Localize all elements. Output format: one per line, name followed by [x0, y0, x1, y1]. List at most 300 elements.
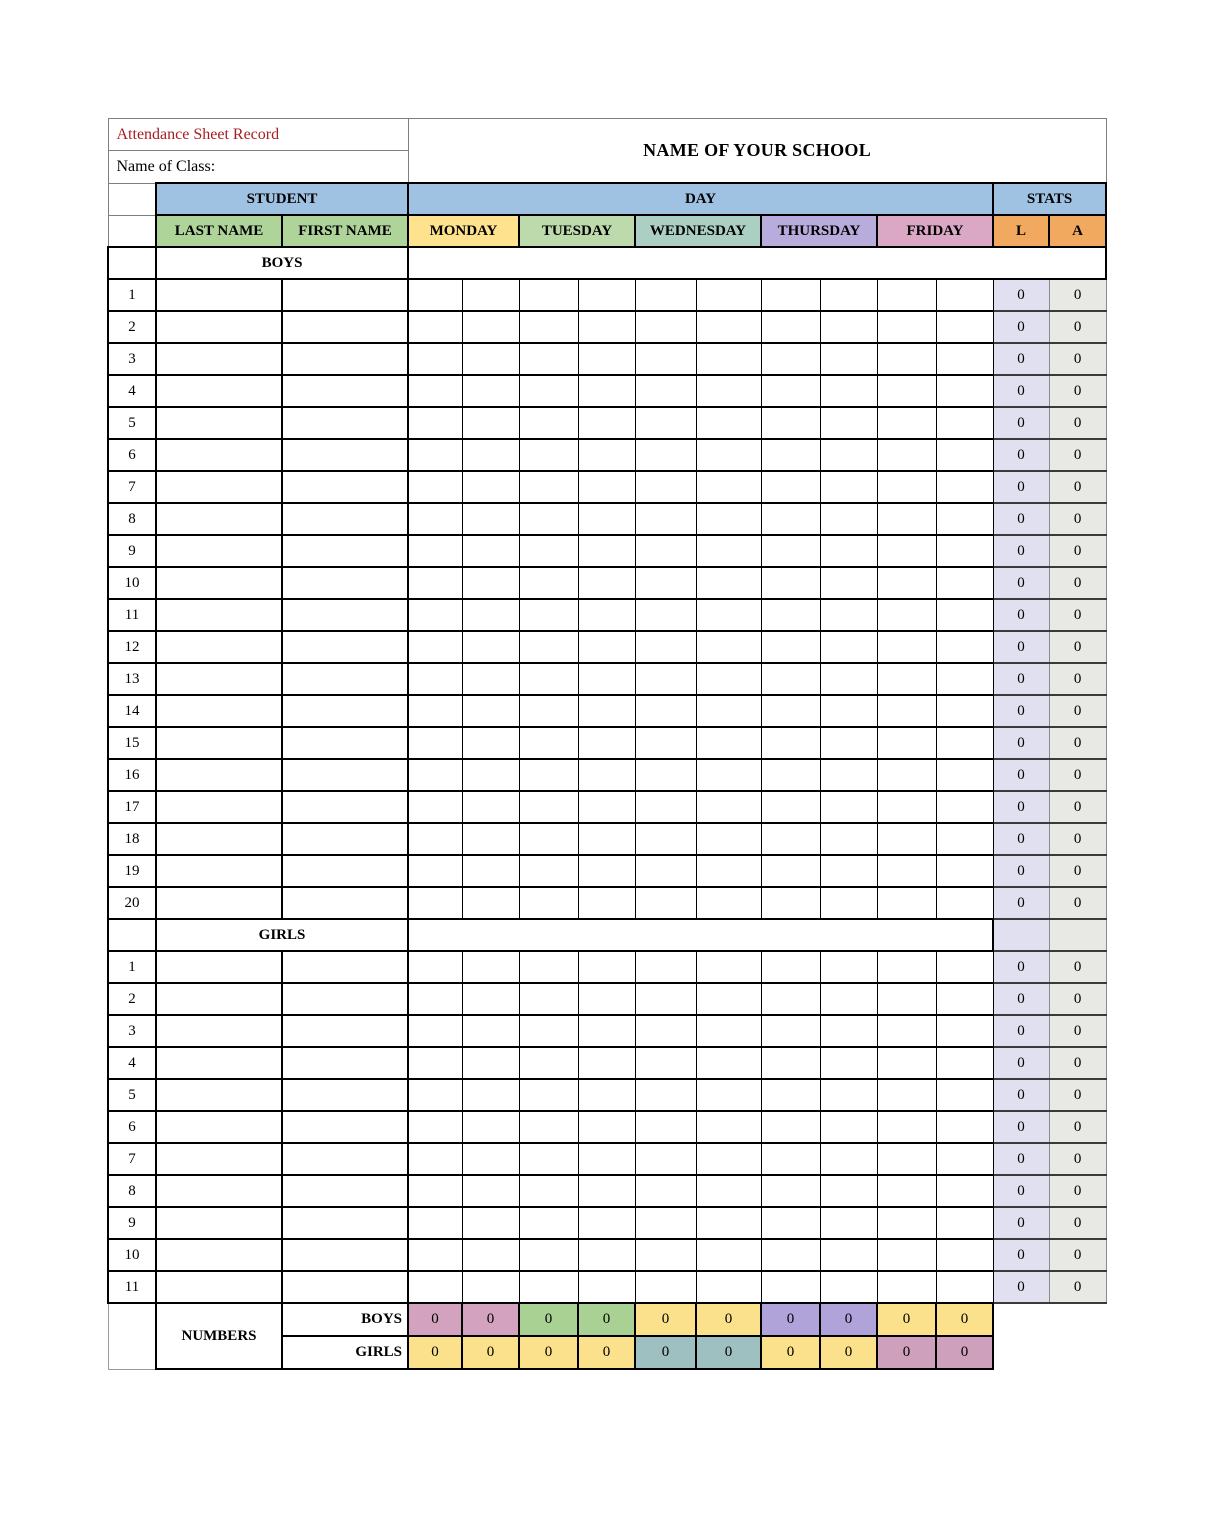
attendance-mark-cell[interactable]	[408, 311, 462, 343]
attendance-mark-cell[interactable]	[761, 631, 820, 663]
attendance-mark-cell[interactable]	[408, 1111, 462, 1143]
last-name-cell[interactable]	[156, 1143, 282, 1175]
attendance-mark-cell[interactable]	[462, 279, 519, 311]
first-name-cell[interactable]	[282, 567, 408, 599]
attendance-mark-cell[interactable]	[635, 983, 696, 1015]
first-name-cell[interactable]	[282, 855, 408, 887]
attendance-mark-cell[interactable]	[936, 887, 993, 919]
attendance-mark-cell[interactable]	[696, 1079, 761, 1111]
attendance-mark-cell[interactable]	[761, 855, 820, 887]
attendance-mark-cell[interactable]	[936, 311, 993, 343]
attendance-mark-cell[interactable]	[408, 695, 462, 727]
attendance-mark-cell[interactable]	[519, 407, 578, 439]
last-name-cell[interactable]	[156, 695, 282, 727]
attendance-mark-cell[interactable]	[877, 1271, 936, 1303]
attendance-mark-cell[interactable]	[462, 535, 519, 567]
attendance-mark-cell[interactable]	[519, 471, 578, 503]
attendance-mark-cell[interactable]	[408, 1239, 462, 1271]
attendance-mark-cell[interactable]	[820, 311, 877, 343]
attendance-mark-cell[interactable]	[936, 1111, 993, 1143]
last-name-cell[interactable]	[156, 631, 282, 663]
attendance-mark-cell[interactable]	[696, 279, 761, 311]
last-name-cell[interactable]	[156, 887, 282, 919]
last-name-cell[interactable]	[156, 439, 282, 471]
attendance-mark-cell[interactable]	[635, 1015, 696, 1047]
attendance-mark-cell[interactable]	[820, 375, 877, 407]
attendance-mark-cell[interactable]	[761, 791, 820, 823]
attendance-mark-cell[interactable]	[877, 1239, 936, 1271]
attendance-mark-cell[interactable]	[936, 983, 993, 1015]
attendance-mark-cell[interactable]	[462, 759, 519, 791]
attendance-mark-cell[interactable]	[578, 663, 635, 695]
attendance-mark-cell[interactable]	[877, 1143, 936, 1175]
attendance-mark-cell[interactable]	[408, 471, 462, 503]
attendance-mark-cell[interactable]	[408, 823, 462, 855]
attendance-mark-cell[interactable]	[877, 439, 936, 471]
attendance-mark-cell[interactable]	[408, 759, 462, 791]
attendance-mark-cell[interactable]	[408, 1079, 462, 1111]
last-name-cell[interactable]	[156, 567, 282, 599]
attendance-mark-cell[interactable]	[462, 1207, 519, 1239]
attendance-mark-cell[interactable]	[462, 631, 519, 663]
attendance-mark-cell[interactable]	[761, 1015, 820, 1047]
class-name-field[interactable]: Name of Class:	[108, 151, 408, 184]
attendance-mark-cell[interactable]	[936, 663, 993, 695]
attendance-mark-cell[interactable]	[408, 791, 462, 823]
attendance-mark-cell[interactable]	[462, 503, 519, 535]
attendance-mark-cell[interactable]	[936, 471, 993, 503]
attendance-mark-cell[interactable]	[761, 279, 820, 311]
attendance-mark-cell[interactable]	[635, 951, 696, 983]
attendance-mark-cell[interactable]	[877, 599, 936, 631]
attendance-mark-cell[interactable]	[936, 823, 993, 855]
attendance-mark-cell[interactable]	[578, 503, 635, 535]
attendance-mark-cell[interactable]	[936, 567, 993, 599]
attendance-mark-cell[interactable]	[936, 631, 993, 663]
attendance-mark-cell[interactable]	[820, 279, 877, 311]
attendance-mark-cell[interactable]	[519, 983, 578, 1015]
attendance-mark-cell[interactable]	[877, 727, 936, 759]
attendance-mark-cell[interactable]	[635, 1079, 696, 1111]
attendance-mark-cell[interactable]	[578, 887, 635, 919]
attendance-mark-cell[interactable]	[761, 1271, 820, 1303]
attendance-mark-cell[interactable]	[877, 535, 936, 567]
attendance-mark-cell[interactable]	[877, 1111, 936, 1143]
first-name-cell[interactable]	[282, 439, 408, 471]
attendance-mark-cell[interactable]	[519, 279, 578, 311]
attendance-mark-cell[interactable]	[820, 1175, 877, 1207]
attendance-mark-cell[interactable]	[462, 727, 519, 759]
attendance-mark-cell[interactable]	[462, 887, 519, 919]
attendance-mark-cell[interactable]	[519, 887, 578, 919]
attendance-mark-cell[interactable]	[696, 1143, 761, 1175]
attendance-mark-cell[interactable]	[877, 1015, 936, 1047]
attendance-mark-cell[interactable]	[820, 663, 877, 695]
attendance-mark-cell[interactable]	[408, 439, 462, 471]
attendance-mark-cell[interactable]	[408, 1175, 462, 1207]
last-name-cell[interactable]	[156, 855, 282, 887]
attendance-mark-cell[interactable]	[578, 951, 635, 983]
attendance-mark-cell[interactable]	[696, 311, 761, 343]
attendance-mark-cell[interactable]	[820, 631, 877, 663]
attendance-mark-cell[interactable]	[578, 1079, 635, 1111]
attendance-mark-cell[interactable]	[877, 631, 936, 663]
attendance-mark-cell[interactable]	[578, 439, 635, 471]
attendance-mark-cell[interactable]	[696, 375, 761, 407]
attendance-mark-cell[interactable]	[462, 983, 519, 1015]
first-name-cell[interactable]	[282, 951, 408, 983]
attendance-mark-cell[interactable]	[519, 631, 578, 663]
attendance-mark-cell[interactable]	[578, 631, 635, 663]
first-name-cell[interactable]	[282, 823, 408, 855]
attendance-mark-cell[interactable]	[820, 471, 877, 503]
last-name-cell[interactable]	[156, 1079, 282, 1111]
attendance-mark-cell[interactable]	[761, 471, 820, 503]
attendance-mark-cell[interactable]	[408, 1047, 462, 1079]
attendance-mark-cell[interactable]	[635, 855, 696, 887]
attendance-mark-cell[interactable]	[462, 1239, 519, 1271]
attendance-mark-cell[interactable]	[635, 695, 696, 727]
attendance-mark-cell[interactable]	[936, 951, 993, 983]
attendance-mark-cell[interactable]	[696, 983, 761, 1015]
attendance-mark-cell[interactable]	[519, 791, 578, 823]
attendance-mark-cell[interactable]	[820, 1239, 877, 1271]
attendance-mark-cell[interactable]	[761, 1111, 820, 1143]
attendance-mark-cell[interactable]	[635, 503, 696, 535]
attendance-mark-cell[interactable]	[635, 791, 696, 823]
first-name-cell[interactable]	[282, 599, 408, 631]
attendance-mark-cell[interactable]	[519, 1015, 578, 1047]
attendance-mark-cell[interactable]	[462, 823, 519, 855]
attendance-mark-cell[interactable]	[462, 439, 519, 471]
attendance-mark-cell[interactable]	[408, 887, 462, 919]
attendance-mark-cell[interactable]	[696, 1175, 761, 1207]
attendance-mark-cell[interactable]	[408, 343, 462, 375]
attendance-mark-cell[interactable]	[936, 1207, 993, 1239]
first-name-cell[interactable]	[282, 343, 408, 375]
attendance-mark-cell[interactable]	[578, 567, 635, 599]
last-name-cell[interactable]	[156, 1207, 282, 1239]
attendance-mark-cell[interactable]	[877, 279, 936, 311]
attendance-mark-cell[interactable]	[936, 343, 993, 375]
attendance-mark-cell[interactable]	[635, 535, 696, 567]
attendance-mark-cell[interactable]	[761, 759, 820, 791]
attendance-mark-cell[interactable]	[696, 727, 761, 759]
first-name-cell[interactable]	[282, 1207, 408, 1239]
first-name-cell[interactable]	[282, 983, 408, 1015]
attendance-mark-cell[interactable]	[578, 471, 635, 503]
first-name-cell[interactable]	[282, 375, 408, 407]
last-name-cell[interactable]	[156, 1271, 282, 1303]
attendance-mark-cell[interactable]	[696, 695, 761, 727]
attendance-mark-cell[interactable]	[820, 695, 877, 727]
attendance-mark-cell[interactable]	[462, 599, 519, 631]
attendance-mark-cell[interactable]	[519, 439, 578, 471]
attendance-mark-cell[interactable]	[820, 887, 877, 919]
first-name-cell[interactable]	[282, 311, 408, 343]
attendance-mark-cell[interactable]	[635, 1271, 696, 1303]
attendance-mark-cell[interactable]	[408, 1271, 462, 1303]
attendance-mark-cell[interactable]	[820, 503, 877, 535]
attendance-mark-cell[interactable]	[936, 279, 993, 311]
attendance-mark-cell[interactable]	[820, 983, 877, 1015]
attendance-mark-cell[interactable]	[877, 663, 936, 695]
first-name-cell[interactable]	[282, 1079, 408, 1111]
attendance-mark-cell[interactable]	[696, 1047, 761, 1079]
attendance-mark-cell[interactable]	[462, 1143, 519, 1175]
attendance-mark-cell[interactable]	[820, 823, 877, 855]
attendance-mark-cell[interactable]	[578, 311, 635, 343]
attendance-mark-cell[interactable]	[761, 823, 820, 855]
last-name-cell[interactable]	[156, 1047, 282, 1079]
attendance-mark-cell[interactable]	[761, 343, 820, 375]
attendance-mark-cell[interactable]	[761, 727, 820, 759]
attendance-mark-cell[interactable]	[578, 599, 635, 631]
attendance-mark-cell[interactable]	[696, 1207, 761, 1239]
attendance-mark-cell[interactable]	[877, 887, 936, 919]
attendance-mark-cell[interactable]	[761, 1239, 820, 1271]
attendance-mark-cell[interactable]	[936, 1175, 993, 1207]
attendance-mark-cell[interactable]	[696, 535, 761, 567]
last-name-cell[interactable]	[156, 727, 282, 759]
attendance-mark-cell[interactable]	[635, 1207, 696, 1239]
first-name-cell[interactable]	[282, 503, 408, 535]
attendance-mark-cell[interactable]	[761, 695, 820, 727]
first-name-cell[interactable]	[282, 1239, 408, 1271]
last-name-cell[interactable]	[156, 279, 282, 311]
attendance-mark-cell[interactable]	[635, 1239, 696, 1271]
attendance-mark-cell[interactable]	[820, 1271, 877, 1303]
last-name-cell[interactable]	[156, 343, 282, 375]
attendance-mark-cell[interactable]	[408, 663, 462, 695]
attendance-mark-cell[interactable]	[578, 823, 635, 855]
attendance-mark-cell[interactable]	[820, 439, 877, 471]
attendance-mark-cell[interactable]	[696, 855, 761, 887]
attendance-mark-cell[interactable]	[936, 599, 993, 631]
attendance-mark-cell[interactable]	[936, 1143, 993, 1175]
attendance-mark-cell[interactable]	[519, 503, 578, 535]
attendance-mark-cell[interactable]	[761, 311, 820, 343]
attendance-mark-cell[interactable]	[820, 1207, 877, 1239]
first-name-cell[interactable]	[282, 695, 408, 727]
last-name-cell[interactable]	[156, 983, 282, 1015]
attendance-mark-cell[interactable]	[936, 1079, 993, 1111]
attendance-mark-cell[interactable]	[696, 631, 761, 663]
attendance-mark-cell[interactable]	[877, 791, 936, 823]
attendance-mark-cell[interactable]	[519, 343, 578, 375]
first-name-cell[interactable]	[282, 407, 408, 439]
attendance-mark-cell[interactable]	[462, 567, 519, 599]
attendance-mark-cell[interactable]	[696, 951, 761, 983]
last-name-cell[interactable]	[156, 599, 282, 631]
attendance-mark-cell[interactable]	[578, 343, 635, 375]
first-name-cell[interactable]	[282, 663, 408, 695]
attendance-mark-cell[interactable]	[877, 823, 936, 855]
attendance-mark-cell[interactable]	[696, 1015, 761, 1047]
last-name-cell[interactable]	[156, 407, 282, 439]
attendance-mark-cell[interactable]	[578, 1271, 635, 1303]
attendance-mark-cell[interactable]	[519, 759, 578, 791]
attendance-mark-cell[interactable]	[696, 791, 761, 823]
attendance-mark-cell[interactable]	[578, 375, 635, 407]
attendance-mark-cell[interactable]	[820, 407, 877, 439]
first-name-cell[interactable]	[282, 471, 408, 503]
last-name-cell[interactable]	[156, 1175, 282, 1207]
attendance-mark-cell[interactable]	[761, 375, 820, 407]
attendance-mark-cell[interactable]	[936, 791, 993, 823]
attendance-mark-cell[interactable]	[519, 1079, 578, 1111]
attendance-mark-cell[interactable]	[578, 1207, 635, 1239]
first-name-cell[interactable]	[282, 727, 408, 759]
attendance-mark-cell[interactable]	[635, 375, 696, 407]
attendance-mark-cell[interactable]	[761, 983, 820, 1015]
attendance-mark-cell[interactable]	[578, 1047, 635, 1079]
attendance-mark-cell[interactable]	[519, 1111, 578, 1143]
attendance-mark-cell[interactable]	[696, 599, 761, 631]
attendance-mark-cell[interactable]	[936, 1271, 993, 1303]
attendance-mark-cell[interactable]	[462, 791, 519, 823]
first-name-cell[interactable]	[282, 759, 408, 791]
attendance-mark-cell[interactable]	[462, 343, 519, 375]
attendance-mark-cell[interactable]	[408, 1143, 462, 1175]
last-name-cell[interactable]	[156, 1111, 282, 1143]
attendance-mark-cell[interactable]	[635, 727, 696, 759]
attendance-mark-cell[interactable]	[408, 407, 462, 439]
last-name-cell[interactable]	[156, 759, 282, 791]
attendance-mark-cell[interactable]	[408, 279, 462, 311]
attendance-mark-cell[interactable]	[635, 1111, 696, 1143]
attendance-mark-cell[interactable]	[696, 471, 761, 503]
attendance-mark-cell[interactable]	[635, 887, 696, 919]
attendance-mark-cell[interactable]	[578, 1175, 635, 1207]
attendance-mark-cell[interactable]	[635, 1143, 696, 1175]
last-name-cell[interactable]	[156, 823, 282, 855]
attendance-mark-cell[interactable]	[408, 1207, 462, 1239]
attendance-mark-cell[interactable]	[635, 823, 696, 855]
attendance-mark-cell[interactable]	[462, 951, 519, 983]
last-name-cell[interactable]	[156, 1015, 282, 1047]
attendance-mark-cell[interactable]	[936, 407, 993, 439]
attendance-mark-cell[interactable]	[462, 471, 519, 503]
attendance-mark-cell[interactable]	[877, 343, 936, 375]
attendance-mark-cell[interactable]	[519, 727, 578, 759]
first-name-cell[interactable]	[282, 1015, 408, 1047]
attendance-mark-cell[interactable]	[635, 311, 696, 343]
attendance-mark-cell[interactable]	[820, 1143, 877, 1175]
attendance-mark-cell[interactable]	[408, 1015, 462, 1047]
attendance-mark-cell[interactable]	[408, 375, 462, 407]
attendance-mark-cell[interactable]	[761, 503, 820, 535]
first-name-cell[interactable]	[282, 631, 408, 663]
attendance-mark-cell[interactable]	[519, 695, 578, 727]
attendance-mark-cell[interactable]	[820, 951, 877, 983]
attendance-mark-cell[interactable]	[519, 855, 578, 887]
last-name-cell[interactable]	[156, 1239, 282, 1271]
last-name-cell[interactable]	[156, 375, 282, 407]
attendance-mark-cell[interactable]	[877, 1207, 936, 1239]
attendance-mark-cell[interactable]	[761, 535, 820, 567]
attendance-mark-cell[interactable]	[877, 407, 936, 439]
attendance-mark-cell[interactable]	[635, 279, 696, 311]
attendance-mark-cell[interactable]	[462, 1175, 519, 1207]
attendance-mark-cell[interactable]	[578, 1143, 635, 1175]
attendance-mark-cell[interactable]	[936, 695, 993, 727]
attendance-mark-cell[interactable]	[462, 375, 519, 407]
attendance-mark-cell[interactable]	[519, 375, 578, 407]
attendance-mark-cell[interactable]	[761, 407, 820, 439]
attendance-mark-cell[interactable]	[936, 1239, 993, 1271]
attendance-mark-cell[interactable]	[936, 535, 993, 567]
attendance-mark-cell[interactable]	[877, 375, 936, 407]
attendance-mark-cell[interactable]	[519, 1047, 578, 1079]
attendance-mark-cell[interactable]	[696, 567, 761, 599]
attendance-mark-cell[interactable]	[877, 1079, 936, 1111]
attendance-mark-cell[interactable]	[519, 535, 578, 567]
first-name-cell[interactable]	[282, 279, 408, 311]
attendance-mark-cell[interactable]	[696, 887, 761, 919]
attendance-mark-cell[interactable]	[761, 1079, 820, 1111]
attendance-mark-cell[interactable]	[462, 1047, 519, 1079]
last-name-cell[interactable]	[156, 503, 282, 535]
attendance-mark-cell[interactable]	[696, 503, 761, 535]
attendance-mark-cell[interactable]	[519, 1239, 578, 1271]
first-name-cell[interactable]	[282, 535, 408, 567]
last-name-cell[interactable]	[156, 535, 282, 567]
attendance-mark-cell[interactable]	[820, 791, 877, 823]
attendance-mark-cell[interactable]	[761, 1143, 820, 1175]
last-name-cell[interactable]	[156, 951, 282, 983]
attendance-mark-cell[interactable]	[519, 951, 578, 983]
attendance-mark-cell[interactable]	[761, 439, 820, 471]
attendance-mark-cell[interactable]	[696, 439, 761, 471]
attendance-mark-cell[interactable]	[462, 1015, 519, 1047]
attendance-mark-cell[interactable]	[820, 343, 877, 375]
attendance-mark-cell[interactable]	[578, 695, 635, 727]
attendance-mark-cell[interactable]	[877, 983, 936, 1015]
first-name-cell[interactable]	[282, 791, 408, 823]
attendance-mark-cell[interactable]	[696, 407, 761, 439]
attendance-mark-cell[interactable]	[635, 567, 696, 599]
attendance-mark-cell[interactable]	[761, 663, 820, 695]
last-name-cell[interactable]	[156, 311, 282, 343]
attendance-mark-cell[interactable]	[761, 1047, 820, 1079]
attendance-mark-cell[interactable]	[408, 983, 462, 1015]
attendance-mark-cell[interactable]	[877, 759, 936, 791]
attendance-mark-cell[interactable]	[877, 311, 936, 343]
attendance-mark-cell[interactable]	[519, 1175, 578, 1207]
attendance-mark-cell[interactable]	[820, 759, 877, 791]
attendance-mark-cell[interactable]	[578, 279, 635, 311]
attendance-mark-cell[interactable]	[696, 759, 761, 791]
attendance-mark-cell[interactable]	[696, 343, 761, 375]
attendance-mark-cell[interactable]	[578, 759, 635, 791]
attendance-mark-cell[interactable]	[578, 1111, 635, 1143]
attendance-mark-cell[interactable]	[408, 631, 462, 663]
attendance-mark-cell[interactable]	[820, 727, 877, 759]
last-name-cell[interactable]	[156, 471, 282, 503]
attendance-mark-cell[interactable]	[696, 1239, 761, 1271]
attendance-mark-cell[interactable]	[761, 1207, 820, 1239]
attendance-mark-cell[interactable]	[519, 1143, 578, 1175]
attendance-mark-cell[interactable]	[820, 567, 877, 599]
attendance-mark-cell[interactable]	[936, 503, 993, 535]
attendance-mark-cell[interactable]	[519, 599, 578, 631]
attendance-mark-cell[interactable]	[519, 1271, 578, 1303]
attendance-mark-cell[interactable]	[936, 1015, 993, 1047]
attendance-mark-cell[interactable]	[578, 1239, 635, 1271]
attendance-mark-cell[interactable]	[877, 1175, 936, 1207]
attendance-mark-cell[interactable]	[408, 567, 462, 599]
